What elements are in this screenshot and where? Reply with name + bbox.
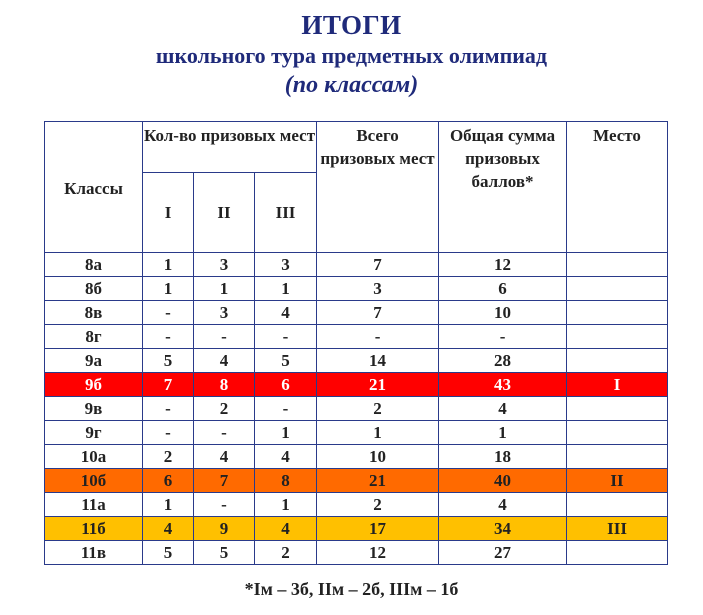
table-row bbox=[45, 301, 668, 325]
cell-class: 8в bbox=[45, 301, 143, 325]
cell-place-2: 2 bbox=[194, 397, 255, 421]
cell-class: 8а bbox=[45, 253, 143, 277]
table-row bbox=[45, 373, 668, 397]
cell-place-3: - bbox=[255, 397, 317, 421]
cell-total-points: 1 bbox=[439, 421, 567, 445]
title-block bbox=[0, 8, 703, 100]
cell-place-3: 3 bbox=[255, 253, 317, 277]
cell-total-points: 43 bbox=[439, 373, 567, 397]
header-total-points: Общая сумма призовых баллов* bbox=[439, 122, 567, 253]
cell-total-points: 12 bbox=[439, 253, 567, 277]
cell-rank bbox=[567, 421, 668, 445]
cell-total-points: 18 bbox=[439, 445, 567, 469]
cell-rank bbox=[567, 349, 668, 373]
cell-place-1: 1 bbox=[143, 253, 194, 277]
table-row bbox=[45, 445, 668, 469]
cell-rank bbox=[567, 541, 668, 565]
table-row bbox=[45, 469, 668, 493]
table-row bbox=[45, 493, 668, 517]
cell-place-2: 5 bbox=[194, 541, 255, 565]
cell-total-places: 10 bbox=[317, 445, 439, 469]
header-classes: Классы bbox=[45, 122, 143, 253]
cell-place-3: 5 bbox=[255, 349, 317, 373]
cell-place-1: 4 bbox=[143, 517, 194, 541]
cell-class: 11б bbox=[45, 517, 143, 541]
table-row bbox=[45, 397, 668, 421]
results-table bbox=[44, 121, 668, 565]
header-place-1: I bbox=[143, 173, 194, 253]
cell-place-3: 8 bbox=[255, 469, 317, 493]
cell-total-points: 6 bbox=[439, 277, 567, 301]
cell-total-places: 1 bbox=[317, 421, 439, 445]
footnote: *Iм – 3б, IIм – 2б, IIIм – 1б bbox=[244, 579, 459, 599]
header-place-2: II bbox=[194, 173, 255, 253]
header-place-3: III bbox=[255, 173, 317, 253]
cell-place-3: 4 bbox=[255, 301, 317, 325]
cell-place-1: 1 bbox=[143, 493, 194, 517]
table-row bbox=[45, 253, 668, 277]
cell-place-2: 1 bbox=[194, 277, 255, 301]
cell-total-places: 21 bbox=[317, 469, 439, 493]
cell-place-2: 4 bbox=[194, 445, 255, 469]
cell-rank bbox=[567, 445, 668, 469]
cell-place-1: - bbox=[143, 301, 194, 325]
table-row bbox=[45, 517, 668, 541]
results-table-body bbox=[45, 253, 668, 565]
cell-place-3: 2 bbox=[255, 541, 317, 565]
cell-rank: I bbox=[567, 373, 668, 397]
cell-rank: III bbox=[567, 517, 668, 541]
cell-place-1: - bbox=[143, 421, 194, 445]
cell-total-points: 34 bbox=[439, 517, 567, 541]
cell-place-2: 4 bbox=[194, 349, 255, 373]
cell-rank bbox=[567, 493, 668, 517]
cell-class: 9г bbox=[45, 421, 143, 445]
cell-total-places: 7 bbox=[317, 253, 439, 277]
table-row bbox=[45, 325, 668, 349]
table-row bbox=[45, 421, 668, 445]
page-subtitle-note: (по классам) bbox=[284, 72, 419, 98]
cell-rank bbox=[567, 325, 668, 349]
cell-total-places: 21 bbox=[317, 373, 439, 397]
cell-place-1: 6 bbox=[143, 469, 194, 493]
cell-rank bbox=[567, 397, 668, 421]
cell-place-1: 5 bbox=[143, 541, 194, 565]
cell-total-places: 7 bbox=[317, 301, 439, 325]
cell-class: 8б bbox=[45, 277, 143, 301]
cell-total-places: 14 bbox=[317, 349, 439, 373]
cell-total-points: 4 bbox=[439, 493, 567, 517]
page-subtitle: школьного тура предметных олимпиад bbox=[155, 43, 548, 68]
cell-total-places: 2 bbox=[317, 493, 439, 517]
cell-rank bbox=[567, 301, 668, 325]
cell-rank: II bbox=[567, 469, 668, 493]
cell-total-places: - bbox=[317, 325, 439, 349]
cell-total-points: 4 bbox=[439, 397, 567, 421]
cell-class: 10б bbox=[45, 469, 143, 493]
table-row bbox=[45, 541, 668, 565]
cell-total-points: 40 bbox=[439, 469, 567, 493]
cell-place-3: 1 bbox=[255, 277, 317, 301]
cell-class: 10а bbox=[45, 445, 143, 469]
cell-place-2: 9 bbox=[194, 517, 255, 541]
cell-rank bbox=[567, 277, 668, 301]
cell-total-points: - bbox=[439, 325, 567, 349]
cell-place-1: - bbox=[143, 397, 194, 421]
header-rank: Место bbox=[567, 122, 668, 253]
cell-class: 9в bbox=[45, 397, 143, 421]
cell-class: 11в bbox=[45, 541, 143, 565]
cell-place-2: 7 bbox=[194, 469, 255, 493]
cell-total-points: 28 bbox=[439, 349, 567, 373]
cell-place-2: 3 bbox=[194, 301, 255, 325]
cell-place-2: - bbox=[194, 421, 255, 445]
cell-class: 8г bbox=[45, 325, 143, 349]
cell-total-places: 3 bbox=[317, 277, 439, 301]
cell-place-1: - bbox=[143, 325, 194, 349]
cell-class: 9б bbox=[45, 373, 143, 397]
cell-place-3: 6 bbox=[255, 373, 317, 397]
cell-class: 9а bbox=[45, 349, 143, 373]
cell-place-1: 7 bbox=[143, 373, 194, 397]
table-row bbox=[45, 349, 668, 373]
cell-total-places: 17 bbox=[317, 517, 439, 541]
cell-total-points: 27 bbox=[439, 541, 567, 565]
cell-place-3: 1 bbox=[255, 493, 317, 517]
header-prize-count: Кол-во призовых мест bbox=[143, 122, 317, 173]
cell-total-places: 2 bbox=[317, 397, 439, 421]
cell-place-2: 3 bbox=[194, 253, 255, 277]
cell-place-1: 2 bbox=[143, 445, 194, 469]
table-row bbox=[45, 277, 668, 301]
cell-place-3: 4 bbox=[255, 517, 317, 541]
page-title: ИТОГИ bbox=[301, 10, 402, 40]
cell-rank bbox=[567, 253, 668, 277]
cell-place-3: 1 bbox=[255, 421, 317, 445]
cell-place-1: 1 bbox=[143, 277, 194, 301]
cell-place-2: - bbox=[194, 325, 255, 349]
header-total-places: Всего призовых мест bbox=[317, 122, 439, 253]
cell-total-points: 10 bbox=[439, 301, 567, 325]
cell-place-2: - bbox=[194, 493, 255, 517]
cell-place-3: - bbox=[255, 325, 317, 349]
cell-total-places: 12 bbox=[317, 541, 439, 565]
cell-place-2: 8 bbox=[194, 373, 255, 397]
cell-place-1: 5 bbox=[143, 349, 194, 373]
cell-place-3: 4 bbox=[255, 445, 317, 469]
cell-class: 11а bbox=[45, 493, 143, 517]
